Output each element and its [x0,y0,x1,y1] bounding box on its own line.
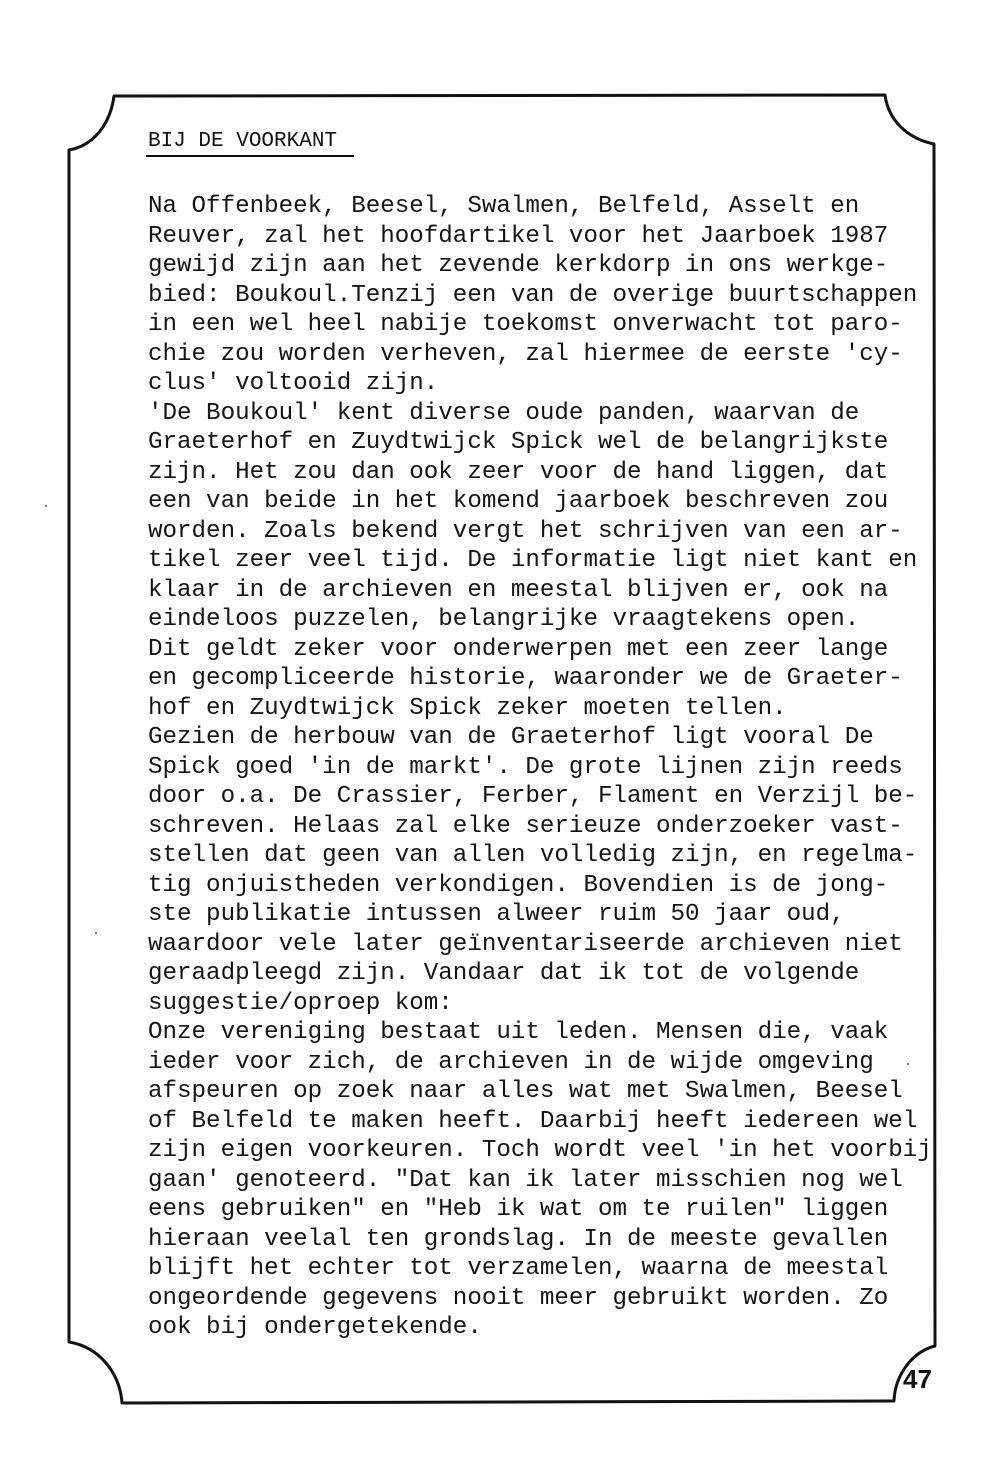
text-line: suggestie/oproep kom: [148,989,453,1017]
text-line: gaan' genoteerd. "Dat kan ik later misschien nog wel [148,1166,903,1194]
text-line: eens gebruiken" en "Heb ik wat om te ruilen" liggen [148,1196,889,1223]
text-line: bied: Boukoul.Tenzij een van de overige buurtschappen [148,281,918,309]
text-line: clus' voltooid zijn. [148,370,439,397]
text-line: geraadpleegd zijn. Vandaar dat ik tot de volgende [148,960,860,987]
text-line: door o.a. De Crassier, Ferber, Flament en Verzijl be- [148,783,918,810]
text-line: of Belfeld te maken heeft. Daarbij heeft iedereen wel [148,1107,918,1135]
text-line: worden. Zoals bekend vergt het schrijven van een ar- [148,517,903,545]
text-line: 'De Boukoul' kent diverse oude panden, waarvan de [148,399,860,427]
text-line: schreven. Helaas zal elke serieuze onderzoeker vast- [148,812,903,840]
text-line: stellen dat geen van allen volledig zijn, en regelma- [148,842,918,869]
text-line: waardoor vele later geïnventariseerde archieven niet [148,930,903,958]
text-line: ook bij ondergetekende. [148,1314,482,1341]
article-body [148,192,932,1343]
text-line: hof en Zuydtwijck Spick zeker moeten tellen. [148,694,787,722]
text-line: Gezien de herbouw van de Graeterhof ligt vooral De [148,724,874,751]
text-line: Graeterhof en Zuydtwijck Spick wel de belangrijkste [148,429,889,456]
text-line: hieraan veelal ten grondslag. In de meeste gevallen [148,1225,889,1253]
text-line: Reuver, zal het hoofdartikel voor het Jaarboek 1987 [148,222,889,250]
title-underline [146,155,354,157]
text-line: Spick goed 'in de markt'. De grote lijnen zijn reeds [148,753,903,781]
text-line: tig onjuistheden verkondigen. Bovendien is de jong- [148,871,889,899]
text-line: chie zou worden verheven, zal hiermee de eerste 'cy- [148,340,903,368]
stray-mark [95,932,97,934]
text-line: en gecompliceerde historie, waaronder we de Graeter- [148,665,903,692]
text-line: tikel zeer veel tijd. De informatie ligt niet kant en [148,547,918,574]
text-line: eindeloos puzzelen, belangrijke vraagtekens open. [148,606,860,633]
stray-mark [907,1063,909,1065]
text-line: ste publikatie intussen alweer ruim 50 jaar oud, [148,901,845,928]
stray-mark [45,505,47,507]
text-line: gewijd zijn aan het zevende kerkdorp in ons werkge- [148,252,889,279]
text-line: zijn eigen voorkeuren. Toch wordt veel 'in het voorbij [148,1137,932,1164]
text-line: ieder voor zich, de archieven in de wijde omgeving [148,1048,874,1076]
text-line: Dit geldt zeker voor onderwerpen met een zeer lange [148,635,889,663]
text-line: in een wel heel nabije toekomst onverwacht tot paro- [148,311,903,338]
text-line: Na Offenbeek, Beesel, Swalmen, Belfeld, Asselt en [148,193,860,220]
text-line: Onze vereniging bestaat uit leden. Mensen die, vaak [148,1019,889,1046]
text-line: zijn. Het zou dan ook zeer voor de hand liggen, dat [148,458,889,486]
text-line: afspeuren op zoek naar alles wat met Swalmen, Beesel [148,1078,903,1105]
page-number: 47 [903,1364,932,1394]
text-line: klaar in de archieven en meestal blijven er, ook na [148,576,889,604]
text-line: een van beide in het komend jaarboek beschreven zou [148,488,889,515]
text-line: ongeordende gegevens nooit meer gebruikt worden. Zo [148,1284,889,1312]
page-title: BIJ DE VOORKANT [148,130,338,153]
text-line: blijft het echter tot verzamelen, waarna de meestal [148,1255,889,1282]
